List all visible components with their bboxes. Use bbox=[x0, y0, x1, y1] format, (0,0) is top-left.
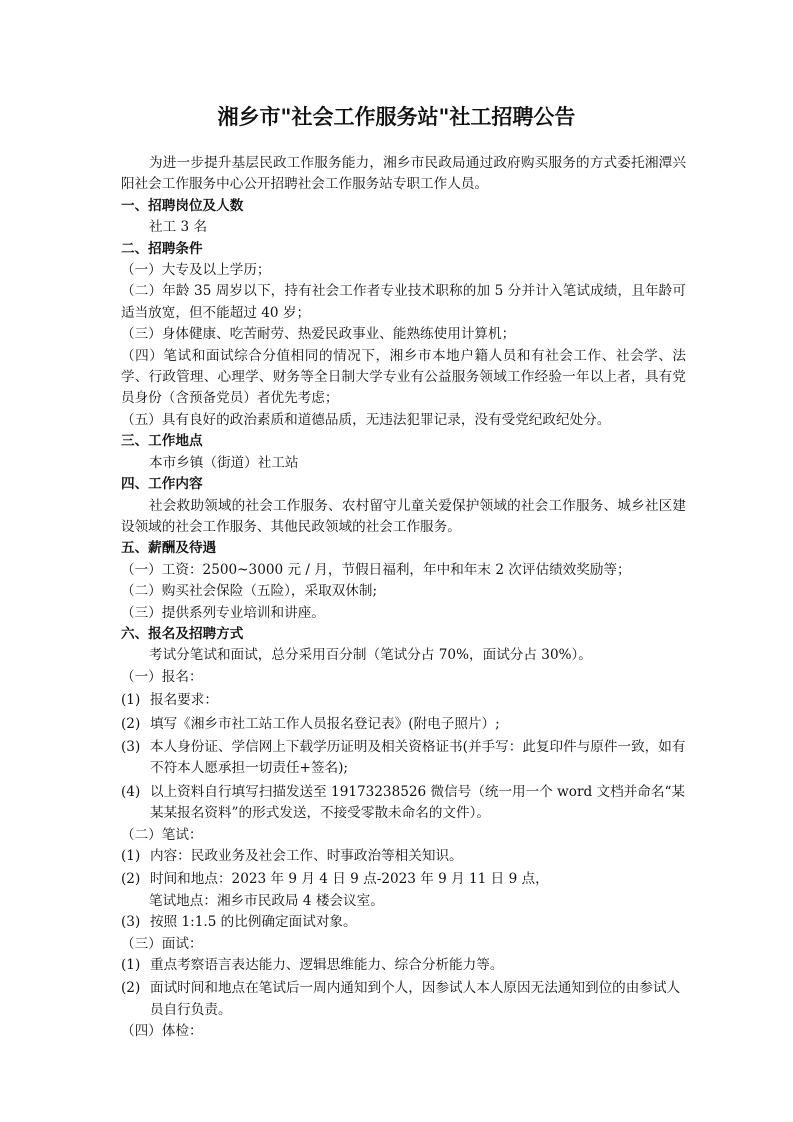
item-number: (3) bbox=[121, 738, 141, 755]
section-heading-positions: 一、招聘岗位及人数 bbox=[121, 197, 244, 214]
item-text: 按照 1:1.5 的比例确定面试对象。 bbox=[150, 914, 357, 931]
item-text: 填写《湘乡市社工站工作人员报名登记表》(附电子照片）; bbox=[150, 715, 500, 732]
item-number: (2) bbox=[121, 980, 141, 997]
signup-item bbox=[121, 782, 686, 825]
requirement-item: （三）身体健康、吃苦耐劳、热爱民政事业、能熟练使用计算机； bbox=[121, 326, 516, 343]
item-text: 内容：民政业务及社会工作、时事政治等相关知识。 bbox=[150, 848, 463, 864]
interview-label: （三）面试： bbox=[121, 935, 203, 952]
written-exam-label: （二）笔试： bbox=[121, 826, 203, 843]
page-title: 湘乡市"社会工作服务站"社工招聘公告 bbox=[217, 105, 576, 129]
signup-label: （一）报名： bbox=[121, 668, 203, 685]
pay-item: （二）购买社会保险（五险），采取双休制; bbox=[121, 583, 378, 600]
written-exam-item bbox=[121, 846, 686, 867]
item-text: 面试时间和地点在笔试后一周内通知到个人，因参试人本人原因无法通知到位的由参试人员自行负责。 bbox=[150, 980, 681, 1018]
signup-item bbox=[121, 714, 686, 735]
interview-item bbox=[121, 978, 686, 1021]
item-number: (2) bbox=[121, 715, 141, 732]
item-number: (1) bbox=[121, 692, 141, 709]
section-heading-location: 三、工作地点 bbox=[121, 433, 203, 450]
interview-item bbox=[121, 955, 686, 976]
requirement-item: （二）年龄 35 周岁以下，持有社会工作者专业技术职称的加 5 分并计入笔试成绩，且年龄可适当放宽，但不能超过 40 岁； bbox=[121, 283, 686, 321]
requirement-item: （五）具有良好的政治素质和道德品质，无违法犯罪记录，没有受党纪政纪处分。 bbox=[121, 411, 611, 428]
written-exam-venue: 笔试地点：湘乡市民政局 4 楼会议室。 bbox=[149, 892, 384, 909]
written-exam-item bbox=[121, 912, 686, 933]
item-number: (2) bbox=[121, 871, 141, 888]
document-body bbox=[121, 153, 686, 1043]
location-text: 本市乡镇（街道）社工站 bbox=[149, 454, 299, 471]
pay-item: （三）提供系列专业培训和讲座。 bbox=[121, 604, 325, 621]
item-text: 时间和地点：2023 年 9 月 4 日 9 点-2023 年 9 月 11 日 9 点， bbox=[150, 871, 549, 888]
section-heading-requirements: 二、招聘条件 bbox=[121, 240, 203, 257]
item-number: (1) bbox=[121, 848, 141, 864]
duties-text: 社会救助领域的社会工作服务、农村留守儿童关爱保护领域的社会工作服务、城乡社区建设领域的社会工作服务、其他民政领域的社会工作服务。 bbox=[121, 497, 686, 535]
item-text: 报名要求： bbox=[150, 692, 218, 709]
item-text: 本人身份证、学信网上下载学历证明及相关资格证书(并手写：此复印件与原件一致，如有不符本人愿承担一切责任+签名); bbox=[150, 738, 686, 777]
signup-item bbox=[121, 737, 686, 780]
physical-exam-label: （四）体检： bbox=[121, 1023, 203, 1040]
written-exam-item bbox=[121, 869, 686, 890]
item-number: (4) bbox=[121, 783, 141, 800]
item-number: (1) bbox=[121, 957, 141, 974]
section-heading-recruitment: 六、报名及招聘方式 bbox=[121, 625, 244, 642]
section-heading-pay: 五、薪酬及待遇 bbox=[121, 540, 217, 557]
item-text: 重点考察语言表达能力、逻辑思维能力、综合分析能力等。 bbox=[150, 957, 504, 974]
requirement-item: （四）笔试和面试综合分值相同的情况下，湘乡市本地户籍人员和有社会工作、社会学、法学、行政管理、心理学、财务等全日制大学专业有公益服务领域工作经验一年以上者，具有党员身份（含预备党员）者优先考虑； bbox=[121, 347, 686, 407]
requirement-item: （一）大专及以上学历； bbox=[121, 262, 271, 279]
signup-item bbox=[121, 690, 686, 711]
positions-text: 社工 3 名 bbox=[149, 219, 208, 236]
item-text: 以上资料自行填写扫描发送至 19173238526 微信号（统一用一个 word 文档并命名“某某某报名资料”的形式发送，不接受零散未命名的文件）。 bbox=[150, 783, 686, 822]
section-heading-duties: 四、工作内容 bbox=[121, 476, 203, 493]
intro-paragraph: 为进一步提升基层民政工作服务能力，湘乡市民政局通过政府购买服务的方式委托湘潭兴阳社会工作服务中心公开招聘社会工作服务站专职工作人员。 bbox=[121, 155, 686, 193]
item-number: (3) bbox=[121, 914, 141, 931]
exam-scoring-text: 考试分笔试和面试，总分采用百分制（笔试分占 70%，面试分占 30%）。 bbox=[149, 647, 592, 664]
pay-item: （一）工资：2500~3000 元 / 月，节假日福利，年中和年末 2 次评估绩效奖励等； bbox=[121, 561, 631, 578]
